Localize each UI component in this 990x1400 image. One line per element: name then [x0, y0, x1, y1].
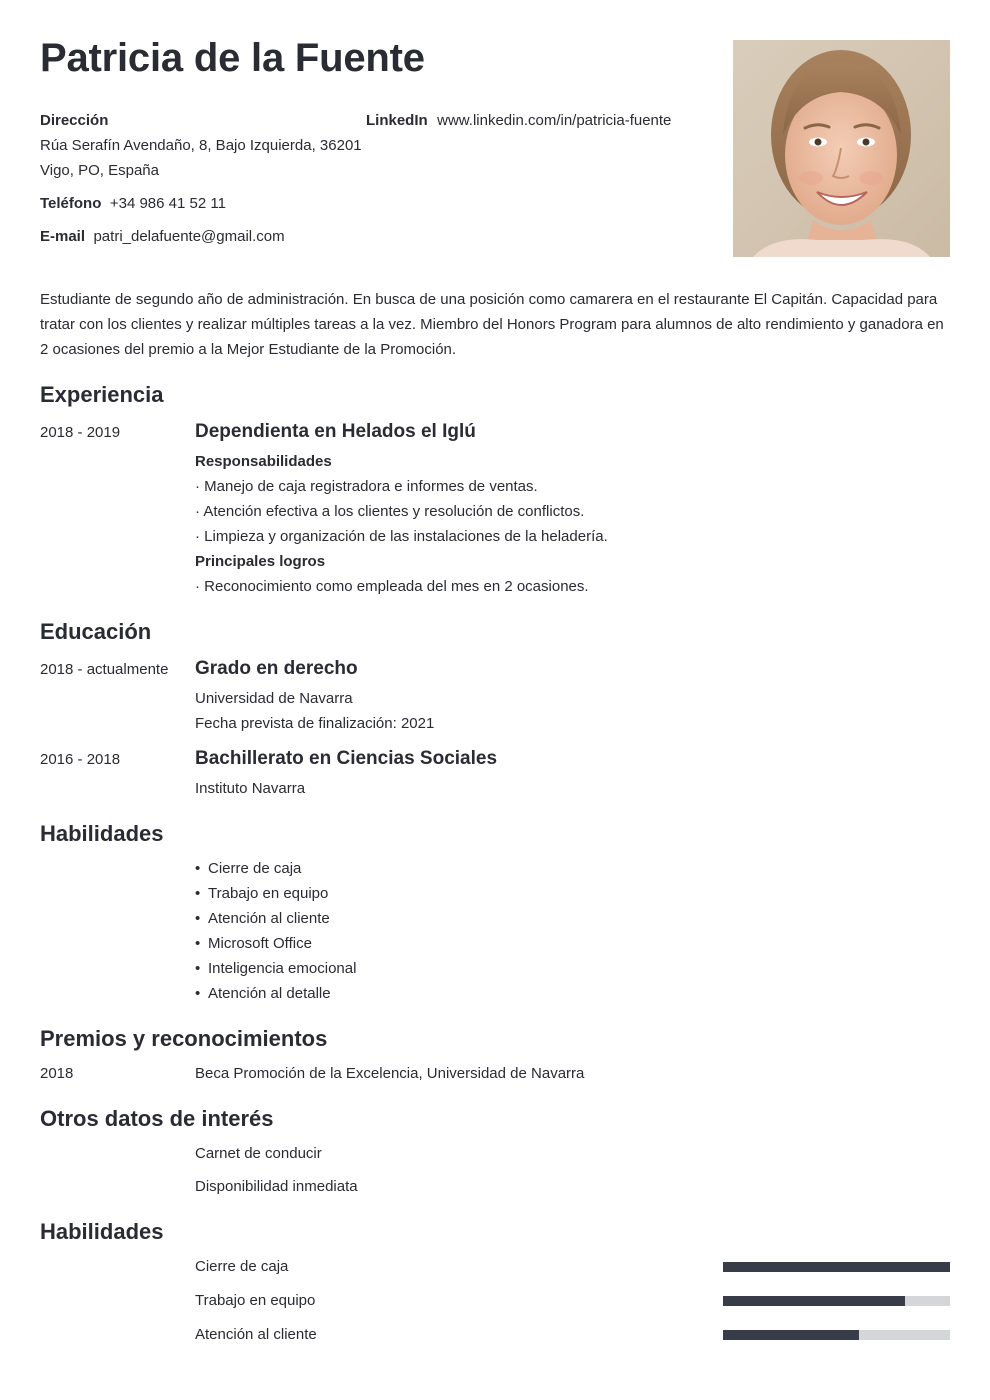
skill-list-item: • Cierre de caja [195, 860, 302, 877]
responsibility-item: · Atención efectiva a los clientes y resolución de conflictos. [195, 503, 585, 520]
candidate-name: Patricia de la Fuente [40, 36, 425, 80]
profile-summary: Estudiante de segundo año de administración. En busca de una posición como camarera en el restaurante El Capitán. Capacidad para tratar con los clientes y realizar múltiples tareas a la vez. Miembro del Honors Program para alumnos de alto rendimiento y ganadora en 2 ocasiones del premio a la Mejor Estudiante de la Promoción. [40, 291, 944, 358]
education-dates: 2016 - 2018 [40, 751, 121, 768]
achievements-label: Principales logros [195, 553, 326, 570]
other-section-title: Otros datos de interés [40, 1106, 274, 1131]
skill-list-item: • Microsoft Office [195, 935, 312, 952]
skill-level-bar [723, 1296, 950, 1306]
education-school: Instituto Navarra [195, 780, 306, 797]
address-line-2: Vigo, PO, España [40, 162, 159, 179]
address-label: Dirección [40, 112, 109, 129]
skill-list-item: • Trabajo en equipo [195, 885, 329, 902]
responsibility-item: · Manejo de caja registradora e informes de ventas. [195, 478, 538, 495]
skill-list-item: • Atención al detalle [195, 985, 331, 1002]
skill-level-bar [723, 1330, 950, 1340]
education-degree: Bachillerato en Ciencias Sociales [195, 748, 498, 769]
award-text: Beca Promoción de la Excelencia, Universidad de Navarra [195, 1065, 585, 1082]
phone-row [40, 195, 226, 213]
responsibility-item: · Limpieza y organización de las instalaciones de la heladería. [195, 528, 608, 545]
experience-section-title: Experiencia [40, 382, 164, 407]
education-school: Universidad de Navarra [195, 690, 353, 707]
skill-level-fill [723, 1262, 950, 1272]
email-link[interactable]: patri_delafuente@gmail.com [93, 228, 285, 245]
other-item: Carnet de conducir [195, 1145, 322, 1162]
linkedin-label: LinkedIn [366, 112, 428, 129]
other-item: Disponibilidad inmediata [195, 1178, 358, 1195]
experience-position: Dependienta en Helados el Iglú [195, 421, 476, 442]
linkedin-link[interactable]: www.linkedin.com/in/patricia-fuente [437, 112, 672, 129]
phone-value: +34 986 41 52 11 [109, 195, 226, 212]
linkedin-row [366, 112, 671, 130]
skill-levels-section-title: Habilidades [40, 1219, 164, 1244]
skill-list-item: • Inteligencia emocional [195, 960, 357, 977]
skill-level-name: Cierre de caja [195, 1258, 289, 1275]
skill-level-fill [723, 1330, 859, 1340]
achievement-item: · Reconocimiento como empleada del mes en 2 ocasiones. [195, 578, 589, 595]
address-line-1: Rúa Serafín Avendaño, 8, Bajo Izquierda, 36201 [40, 137, 362, 154]
education-dates: 2018 - actualmente [40, 661, 169, 678]
portrait-illustration [733, 40, 950, 257]
experience-dates: 2018 - 2019 [40, 424, 121, 441]
profile-photo [733, 40, 950, 257]
education-degree: Grado en derecho [195, 658, 358, 679]
skill-level-bar [723, 1262, 950, 1272]
email-label: E-mail [40, 228, 86, 245]
award-year: 2018 [40, 1065, 74, 1082]
responsibilities-label: Responsabilidades [195, 453, 332, 470]
phone-label: Teléfono [40, 195, 102, 212]
email-row [40, 228, 285, 246]
skill-level-name: Atención al cliente [195, 1326, 317, 1343]
skill-level-fill [723, 1296, 905, 1306]
skills-section-title: Habilidades [40, 821, 164, 846]
awards-section-title: Premios y reconocimientos [40, 1026, 328, 1051]
skill-level-name: Trabajo en equipo [195, 1292, 316, 1309]
education-note: Fecha prevista de finalización: 2021 [195, 715, 435, 732]
education-section-title: Educación [40, 619, 152, 644]
skill-list-item: • Atención al cliente [195, 910, 330, 927]
